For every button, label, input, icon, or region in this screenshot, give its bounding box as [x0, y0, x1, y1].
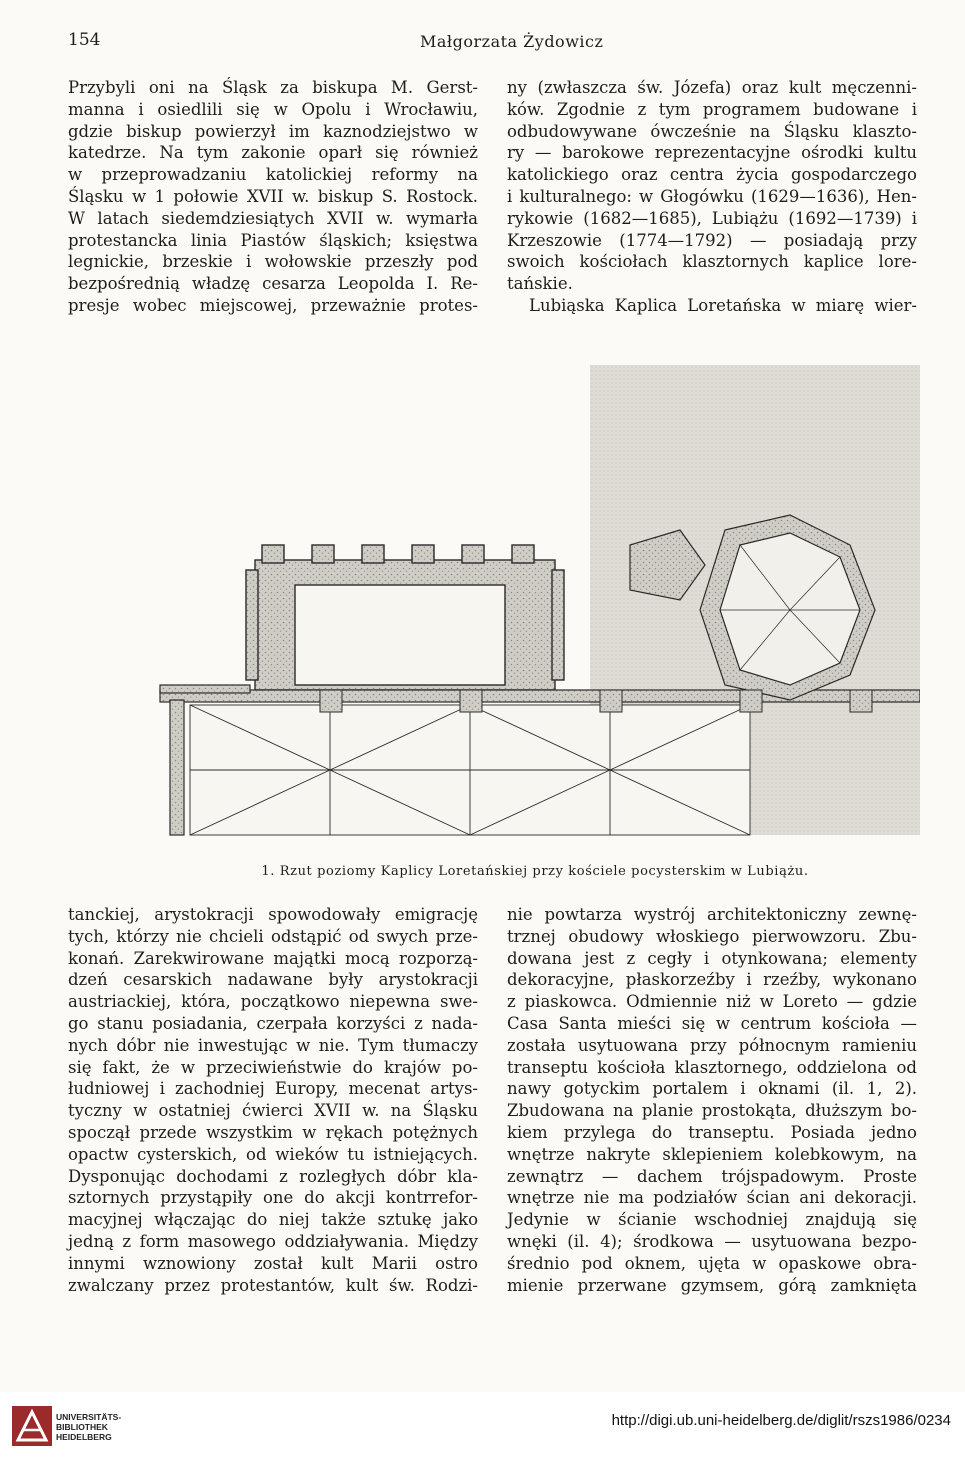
- text-line: innymi wznowiony został kult Marii ostro: [68, 1253, 478, 1273]
- text-line: austriackiej, która, początkowo niepewna swe-: [68, 992, 478, 1012]
- text-line: spoczął przede wszystkim w rękach potężnych: [68, 1122, 478, 1142]
- text-line: tańskie.: [507, 274, 573, 294]
- text-line: wnętrze nakryte sklepieniem kolebkowym, na: [507, 1144, 917, 1164]
- text-line: tych, którzy nie chcieli odstąpić od swych prze-: [68, 926, 478, 946]
- right-column-bottom: [507, 904, 917, 1296]
- text-line: Dysponując dochodami z rozległych dóbr kla-: [68, 1166, 478, 1186]
- floor-plan-drawing: [150, 345, 920, 860]
- text-line: łudniowej i zachodniej Europy, mecenat artys-: [68, 1079, 478, 1099]
- text-line: protestancka linia Piastów śląskich; księstwa: [68, 230, 478, 250]
- right-column-top: [507, 77, 917, 317]
- text-line: nych dóbr nie inwestując w nie. Tym tłumaczy: [68, 1035, 478, 1055]
- text-line: transeptu kościoła klasztornego, oddzielona od: [507, 1057, 917, 1077]
- chapel-walls: [246, 545, 564, 690]
- library-name-line: BIBLIOTHEK: [56, 1422, 108, 1432]
- text-line: dzeń cesarskich nadawane były arystokracji: [68, 970, 478, 990]
- library-name-line: HEIDELBERG: [56, 1432, 112, 1442]
- figure-caption: 1. Rzut poziomy Kaplicy Loretańskiej przy kościele pocysterskim w Lubiążu.: [261, 864, 809, 879]
- text-line: ry — barokowe reprezentacyjne ośrodki kultu: [507, 143, 917, 163]
- text-line: odbudowywane ówcześnie na Śląsku klaszto-: [507, 121, 917, 141]
- text-line: nie powtarza wystrój architektoniczny zewnę-: [507, 905, 917, 924]
- text-line: swoich kościołach klasztornych kaplice lore-: [507, 252, 917, 272]
- text-line: konań. Zarekwirowane majątki mocą rozporzą-: [68, 948, 478, 968]
- text-line: z piaskowca. Odmiennie niż w Loreto — gdzie: [507, 992, 917, 1012]
- library-logo-icon: [10, 1404, 54, 1448]
- text-line: W latach siedemdziesiątych XVII w. wymarła: [68, 208, 478, 228]
- running-head: Małgorzata Żydowicz: [420, 32, 604, 51]
- text-line: zwalczany przez protestantów, kult św. Rodzi-: [68, 1275, 478, 1295]
- text-line: Casa Santa mieści się w centrum kościoła —: [507, 1013, 917, 1033]
- page-header: [68, 30, 920, 56]
- text-line: manna i osiedlili się w Opolu i Wrocławiu,: [68, 99, 478, 119]
- text-line: opactw cysterskich, od wieków tu istniejących.: [68, 1144, 478, 1164]
- text-line: bezpośrednią władzę cesarza Leopolda I. Re-: [68, 274, 478, 294]
- text-line: Jedynie w ścianie wschodniej znajdują się: [507, 1210, 917, 1230]
- text-line: go stanu posiadania, czerpała korzyści z nada-: [68, 1013, 478, 1033]
- floor-plan-figure: [150, 345, 920, 860]
- text-line: macyjnej włączając do niej także sztukę jako: [68, 1210, 478, 1230]
- text-line: Przybyli oni na Śląsk za biskupa M. Gerst-: [68, 78, 478, 97]
- library-name-line: UNIVERSITÄTS-: [56, 1412, 122, 1422]
- page-number: 154: [68, 30, 101, 50]
- text-line: Śląsku w 1 połowie XVII w. biskup S. Rostock.: [68, 186, 478, 206]
- left-column-top: [68, 77, 478, 317]
- text-line: i kulturalnego: w Głogówku (1629—1636), Hen-: [507, 186, 917, 206]
- text-line: wnętrze nie ma podziałów ścian ani dekoracji.: [507, 1188, 917, 1208]
- text-line: Lubiąska Kaplica Loretańska w miarę wier-: [529, 295, 917, 315]
- text-line: kiem przylega do transeptu. Posiada jedno: [507, 1122, 917, 1142]
- text-line: trznej obudowy włoskiego pierwowzoru. Zbu-: [507, 926, 917, 946]
- text-line: sztornych przystąpiły one do akcji kontrrefor-: [68, 1188, 478, 1208]
- text-line: mienie przerwane gzymsem, górą zamknięta: [507, 1275, 917, 1295]
- text-line: wnęki (il. 4); środkowa — usytuowana bezpo-: [507, 1231, 917, 1251]
- vaulting-ribs: [190, 705, 750, 835]
- footer-bar: [0, 1392, 965, 1466]
- text-line: gdzie biskup powierzył im kaznodziejstwo w: [68, 121, 478, 141]
- text-line: katolickiego oraz centra życia gospodarczego: [507, 165, 917, 185]
- text-line: Zbudowana na planie prostokąta, dłuższym bo-: [507, 1101, 917, 1121]
- text-line: ków. Zgodnie z tym programem budowane i: [507, 99, 917, 119]
- text-line: dekoracyjne, płaskorzeźby i rzeźby, wykonano: [507, 970, 917, 990]
- text-line: Krzeszowie (1774—1792) — posiadają przy: [507, 230, 917, 250]
- text-line: katedrze. Na tym zakonie oparł się również: [68, 143, 478, 163]
- text-line: została usytuowana przy północnym ramieniu: [507, 1035, 917, 1055]
- text-line: zewnątrz — dachem trójspadowym. Proste: [507, 1166, 917, 1186]
- source-url-link[interactable]: http://digi.ub.uni-heidelberg.de/diglit/rszs1986/0234: [611, 1412, 951, 1429]
- text-line: tyczny w ostatniej ćwierci XVII w. na Śląsku: [68, 1101, 478, 1121]
- text-line: średnio pod oknem, ujęta w opaskowe obra-: [507, 1253, 917, 1273]
- text-line: nawy gotyckim portalem i oknami (il. 1, 2).: [507, 1079, 917, 1099]
- left-column-bottom: [68, 904, 478, 1296]
- library-name: [56, 1412, 121, 1442]
- text-line: legnickie, brzeskie i wołowskie przeszły pod: [68, 252, 478, 272]
- text-line: dowana jest z cegły i otynkowana; elementy: [507, 948, 917, 968]
- text-line: się fakt, że w przeciwieństwie do krajów po-: [68, 1057, 478, 1077]
- text-line: rykowie (1682—1685), Lubiążu (1692—1739) i: [507, 208, 917, 228]
- text-line: ny (zwłaszcza św. Józefa) oraz kult męczenni-: [507, 78, 917, 97]
- text-line: tanckiej, arystokracji spowodowały emigrację: [68, 905, 478, 924]
- text-line: w przeprowadzaniu katolickiej reformy na: [68, 165, 478, 185]
- text-line: presje wobec miejscowej, przeważnie protes-: [68, 295, 478, 315]
- text-line: jedną z form masowego oddziaływania. Między: [68, 1231, 478, 1251]
